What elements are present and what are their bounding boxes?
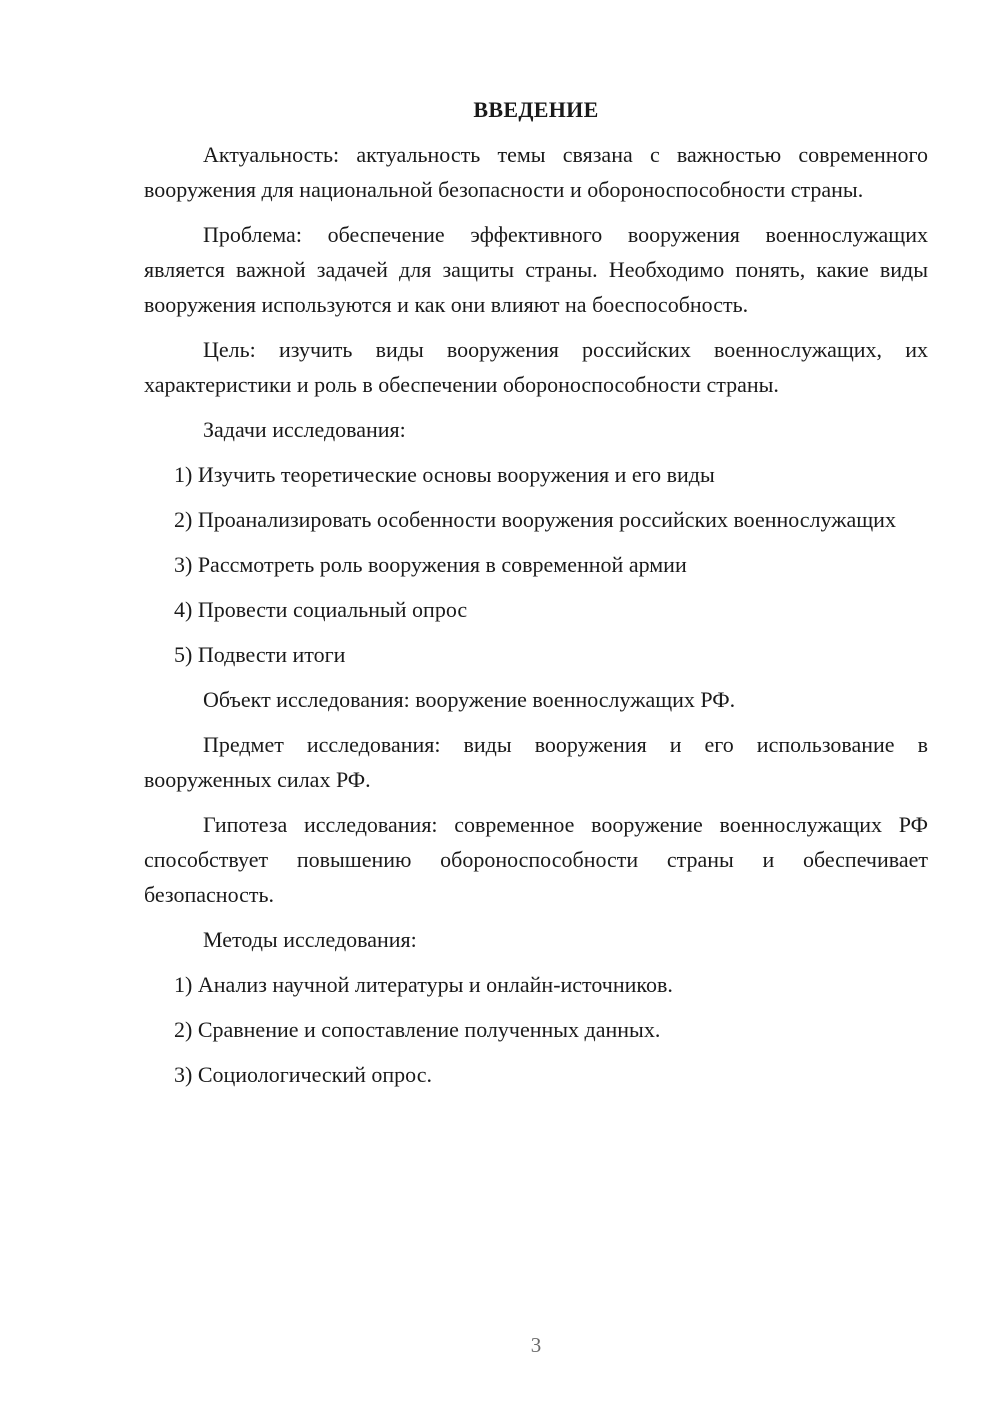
section-title: ВВЕДЕНИЕ	[473, 97, 599, 122]
document-page	[144, 92, 928, 1102]
task-item-2: 2) Проанализировать особенности вооружения российских военнослужащих	[174, 507, 896, 532]
problem-paragraph: Проблема: обеспечение эффективного вооружения военнослужащих является важной задачей для защиты страны. Необходимо понять, какие виды вооружения используются и как они влияют на боеспособность.	[144, 222, 928, 317]
task-item-4: 4) Провести социальный опрос	[174, 597, 468, 622]
method-item-2: 2) Сравнение и сопоставление полученных данных.	[174, 1017, 661, 1042]
task-item-3: 3) Рассмотреть роль вооружения в современной армии	[174, 552, 687, 577]
methods-heading: Методы исследования:	[203, 927, 417, 952]
subject-paragraph: Предмет исследования: виды вооружения и его использование в вооруженных силах РФ.	[144, 732, 928, 792]
goal-paragraph: Цель: изучить виды вооружения российских военнослужащих, их характеристики и роль в обеспечении обороноспособности страны.	[144, 337, 928, 397]
object-paragraph: Объект исследования: вооружение военнослужащих РФ.	[203, 687, 736, 712]
tasks-heading: Задачи исследования:	[203, 417, 406, 442]
method-item-3: 3) Социологический опрос.	[174, 1062, 432, 1087]
relevance-paragraph: Актуальность: актуальность темы связана с важностью современного вооружения для национальной безопасности и обороноспособности страны.	[144, 142, 928, 202]
task-item-5: 5) Подвести итоги	[174, 642, 346, 667]
task-item-1: 1) Изучить теоретические основы вооружения и его виды	[174, 462, 715, 487]
hypothesis-paragraph: Гипотеза исследования: современное вооружение военнослужащих РФ способствует повышению обороноспособности страны и обеспечивает безопасность.	[144, 812, 928, 907]
method-item-1: 1) Анализ научной литературы и онлайн-источников.	[174, 972, 673, 997]
page-number: 3	[530, 1333, 542, 1357]
